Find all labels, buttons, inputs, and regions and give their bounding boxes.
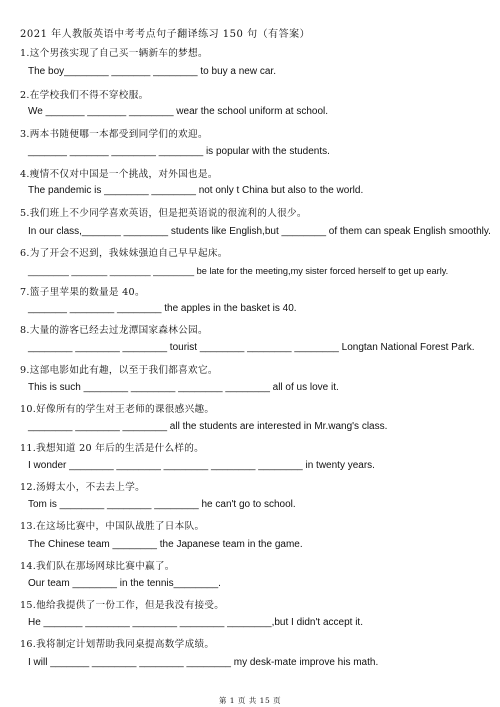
question-english: ________ ________ ________ tourist ________ ________ ________ Longtan National Forest Park.: [28, 342, 475, 353]
question-chinese: 4.瘦情不仅对中国是一个挑战，对外国也是。: [20, 169, 218, 180]
question-english: _______ _______ ________ ________ is popular with the students.: [28, 146, 330, 157]
question-english: He _______ ________ ________ ________ ________,but I didn't accept it.: [28, 617, 363, 628]
page-number-footer: 第 1 页 共 15 页: [218, 696, 282, 705]
question-english: We _______ _______ ________ wear the school uniform at school.: [28, 106, 329, 117]
question-chinese: 10.好像所有的学生对王老师的课很感兴趣。: [20, 404, 215, 415]
question-chinese: 12.汤姆太小，不去去上学。: [20, 482, 145, 493]
question-english: Tom is ________ ________ ________ he can't go to school.: [28, 499, 296, 510]
question-chinese: 6.为了开会不迟到，我妹妹强迫自己早早起床。: [20, 248, 228, 259]
question-chinese: 14.我们队在那场网球比赛中赢了。: [20, 561, 175, 572]
question-english: This is such ________ ________ ________ ________ all of us love it.: [28, 382, 339, 393]
question-english: I will _______ ________ ________ ________ my desk-mate improve his math.: [28, 657, 379, 668]
question-english: In our class,_______ ________ students like English,but ________ of them can speak English smoothly.: [28, 226, 491, 237]
question-chinese: 5.我们班上不少同学喜欢英语，但是把英语说的很流利的人很少。: [20, 208, 307, 219]
question-english: The pandemic is ________ ________ not only t China but also to the world.: [28, 185, 364, 196]
question-chinese: 3.两本书随便哪一本都受到同学们的欢迎。: [20, 129, 208, 140]
question-chinese: 9.这部电影如此有趣，以至于我们都喜欢它。: [20, 365, 218, 376]
question-english: _______ ________ ________ the apples in the basket is 40.: [28, 303, 297, 314]
question-chinese: 2.在学校我们不得不穿校服。: [20, 90, 149, 101]
question-english: I wonder ________ ________ ________ ________ ________ in twenty years.: [28, 460, 375, 471]
question-chinese: 1.这个男孩实现了自己买一辆新车的梦想。: [20, 48, 208, 59]
question-english: The boy________ _______ ________ to buy a new car.: [28, 66, 276, 77]
question-chinese: 7.篮子里苹果的数量是 40。: [20, 287, 145, 298]
question-english: Our team ________ in the tennis________.: [28, 578, 221, 589]
question-english: The Chinese team ________ the Japanese team in the game.: [28, 539, 303, 550]
question-english: ________ ________ ________ all the students are interested in Mr.wang's class.: [28, 421, 388, 432]
question-chinese: 11.我想知道 20 年后的生活是什么样的。: [20, 443, 205, 454]
question-english: ________ _______ ________ ________ be late for the meeting,my sister forced herself to get up early.: [28, 266, 449, 276]
question-chinese: 13.在这场比赛中，中国队战胜了日本队。: [20, 521, 205, 532]
question-chinese: 16.我将制定计划帮助我同桌提高数学成绩。: [20, 639, 215, 650]
document-title: 2021 年人教版英语中考考点句子翻译练习 150 句（有答案）: [20, 29, 311, 40]
question-chinese: 8.大量的游客已经去过龙潭国家森林公园。: [20, 325, 208, 336]
question-chinese: 15.他给我提供了一份工作，但是我没有接受。: [20, 600, 225, 611]
